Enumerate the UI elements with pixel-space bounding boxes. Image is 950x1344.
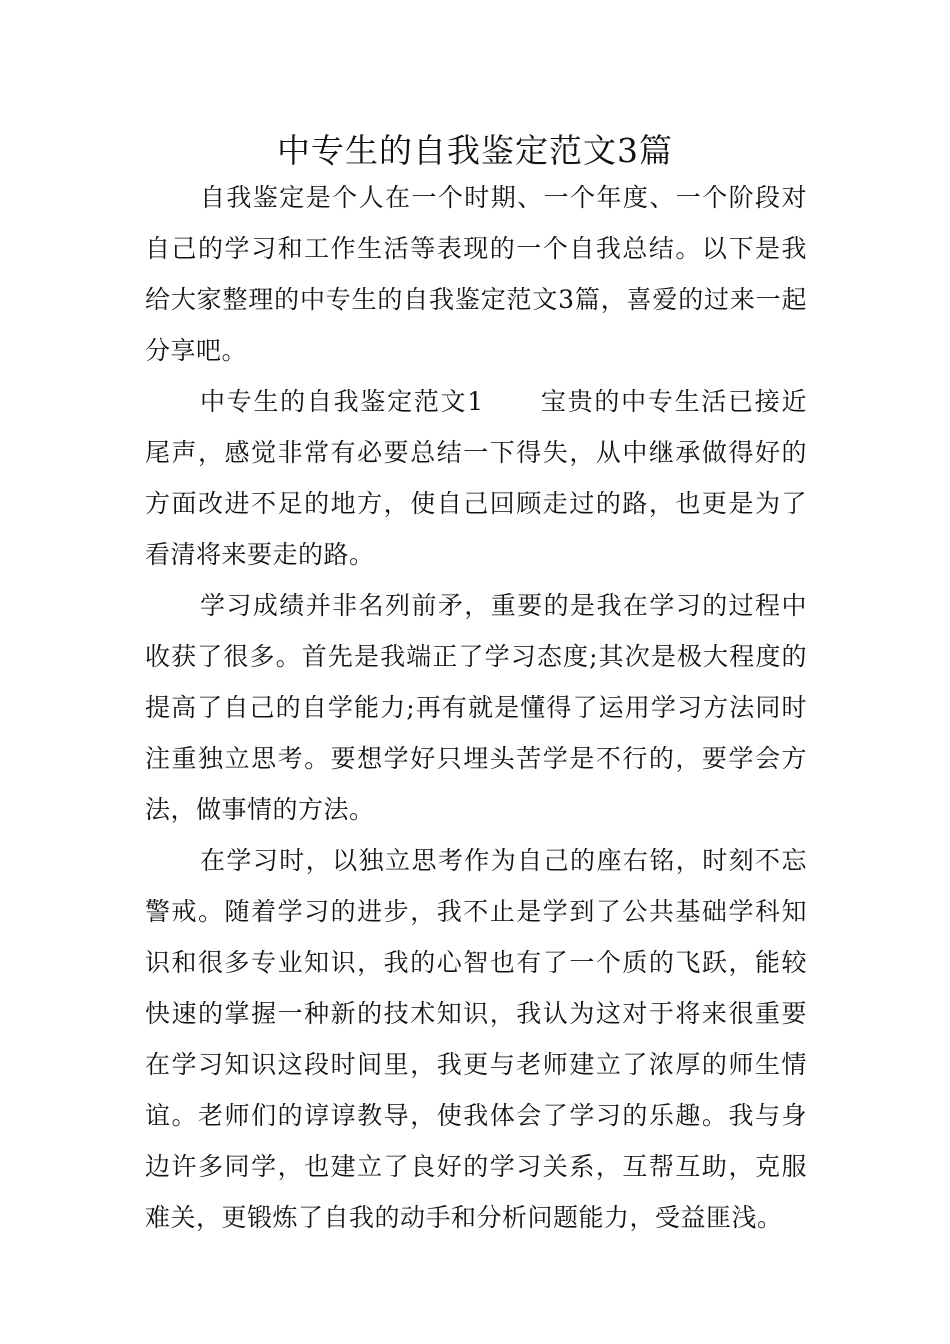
intro-paragraph: 自我鉴定是个人在一个时期、一个年度、一个阶段对自己的学习和工作生活等表现的一个自我总结。以下是我给大家整理的中专生的自我鉴定范文3篇，喜爱的过来一起分享吧。 [145,183,807,365]
section1-paragraph [145,376,807,580]
section1-text: 宝贵的中专生活已接近尾声，感觉非常有必要总结一下得失，从中继承做得好的方面改进不足的地方，使自己回顾走过的路，也更是为了看清将来要走的路。 [145,387,807,569]
document-title: 中专生的自我鉴定范文3篇 [277,131,673,170]
document-body [145,172,807,1243]
growth-paragraph: 在学习时，以独立思考作为自己的座右铭，时刻不忘警戒。随着学习的进步，我不止是学到了公共基础学科知识和很多专业知识，我的心智也有了一个质的飞跃，能较快速的掌握一种新的技术知识，我认为这对于将来很重要在学习知识这段时间里，我更与老师建立了浓厚的师生情谊。老师们的谆谆教导，使我体会了学习的乐趣。我与身边许多同学，也建立了良好的学习关系，互帮互助，克服难关，更锻炼了自我的动手和分析问题能力，受益匪浅。 [145,846,807,1232]
study-paragraph: 学习成绩并非名列前矛，重要的是我在学习的过程中收获了很多。首先是我端正了学习态度;其次是极大程度的提高了自己的自学能力;再有就是懂得了运用学习方法同时注重独立思考。要想学好只埋头苦学是不行的，要学会方法，做事情的方法。 [145,591,807,824]
section1-heading: 中专生的自我鉴定范文1 [200,387,484,416]
